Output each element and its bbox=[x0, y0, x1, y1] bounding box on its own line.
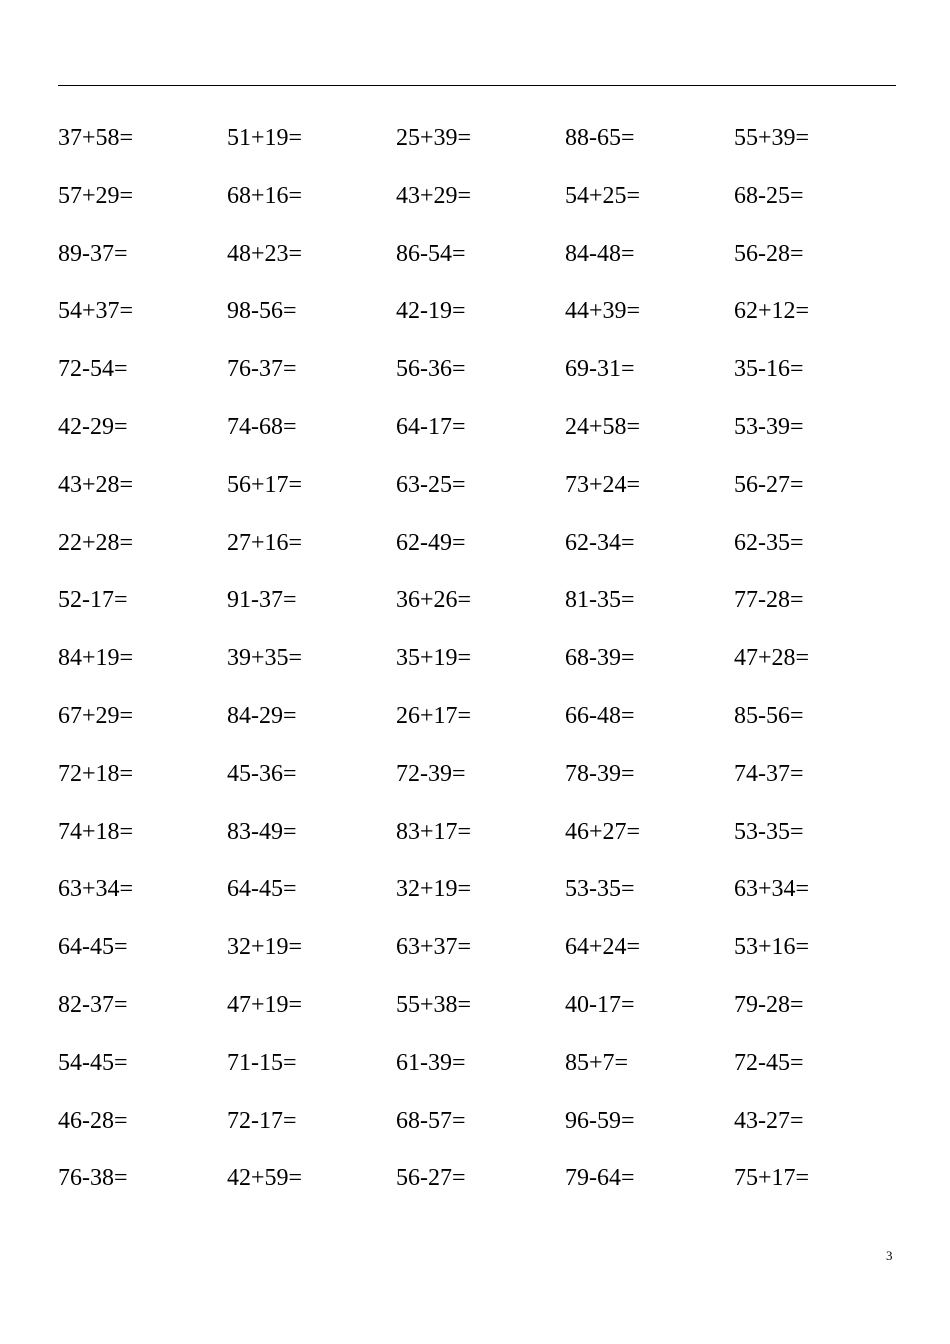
arithmetic-problem: 56-27= bbox=[734, 471, 804, 498]
arithmetic-problem: 43+29= bbox=[396, 182, 472, 209]
arithmetic-problem: 85+7= bbox=[565, 1049, 629, 1076]
arithmetic-problem: 89-37= bbox=[58, 240, 128, 267]
arithmetic-problem: 54-45= bbox=[58, 1049, 128, 1076]
problem-row bbox=[58, 754, 918, 812]
arithmetic-problem: 57+29= bbox=[58, 182, 134, 209]
arithmetic-problem: 76-37= bbox=[227, 356, 297, 383]
arithmetic-problem: 56-28= bbox=[734, 240, 804, 267]
arithmetic-problem: 85-56= bbox=[734, 702, 804, 729]
arithmetic-problem: 76-38= bbox=[58, 1165, 128, 1192]
arithmetic-problem: 35-16= bbox=[734, 356, 804, 383]
problem-row bbox=[58, 1043, 918, 1101]
arithmetic-problem: 47+28= bbox=[734, 645, 810, 672]
arithmetic-problem: 43+28= bbox=[58, 471, 134, 498]
arithmetic-problem: 64-45= bbox=[58, 934, 128, 961]
arithmetic-problem: 72-39= bbox=[396, 760, 466, 787]
arithmetic-problem: 91-37= bbox=[227, 587, 297, 614]
arithmetic-problem: 86-54= bbox=[396, 240, 466, 267]
arithmetic-problem: 63+37= bbox=[396, 934, 472, 961]
arithmetic-problem: 98-56= bbox=[227, 298, 297, 325]
arithmetic-problem: 32+19= bbox=[227, 934, 303, 961]
arithmetic-problem: 63-25= bbox=[396, 471, 466, 498]
problem-grid bbox=[58, 118, 918, 1216]
arithmetic-problem: 73+24= bbox=[565, 471, 641, 498]
problem-row bbox=[58, 927, 918, 985]
arithmetic-problem: 54+37= bbox=[58, 298, 134, 325]
arithmetic-problem: 53-35= bbox=[565, 876, 635, 903]
arithmetic-problem: 62-35= bbox=[734, 529, 804, 556]
arithmetic-problem: 62+12= bbox=[734, 298, 810, 325]
arithmetic-problem: 46+27= bbox=[565, 818, 641, 845]
arithmetic-problem: 62-34= bbox=[565, 529, 635, 556]
arithmetic-problem: 37+58= bbox=[58, 125, 134, 151]
problem-row bbox=[58, 696, 918, 754]
arithmetic-problem: 68-57= bbox=[396, 1107, 466, 1134]
arithmetic-problem: 74+18= bbox=[58, 818, 134, 845]
page-number: 3 bbox=[886, 1248, 893, 1263]
arithmetic-problem: 35+19= bbox=[396, 645, 472, 672]
arithmetic-problem: 81-35= bbox=[565, 587, 635, 614]
arithmetic-problem: 84-48= bbox=[565, 240, 635, 267]
problem-row bbox=[58, 291, 918, 349]
arithmetic-problem: 72-17= bbox=[227, 1107, 297, 1134]
arithmetic-problem: 96-59= bbox=[565, 1107, 635, 1134]
arithmetic-problem: 42+59= bbox=[227, 1165, 303, 1192]
arithmetic-problem: 68-39= bbox=[565, 645, 635, 672]
problem-row bbox=[58, 407, 918, 465]
arithmetic-problem: 62-49= bbox=[396, 529, 466, 556]
arithmetic-problem: 72-54= bbox=[58, 356, 128, 383]
arithmetic-problem: 83-49= bbox=[227, 818, 297, 845]
arithmetic-problem: 82-37= bbox=[58, 991, 128, 1018]
arithmetic-problem: 55+38= bbox=[396, 991, 472, 1018]
arithmetic-problem: 54+25= bbox=[565, 182, 641, 209]
arithmetic-problem: 27+16= bbox=[227, 529, 303, 556]
arithmetic-problem: 61-39= bbox=[396, 1049, 466, 1076]
arithmetic-problem: 66-48= bbox=[565, 702, 635, 729]
problem-row bbox=[58, 985, 918, 1043]
arithmetic-problem: 63+34= bbox=[58, 876, 134, 903]
arithmetic-problem: 84-29= bbox=[227, 702, 297, 729]
arithmetic-problem: 48+23= bbox=[227, 240, 303, 267]
arithmetic-problem: 68+16= bbox=[227, 182, 303, 209]
arithmetic-problem: 39+35= bbox=[227, 645, 303, 672]
arithmetic-problem: 67+29= bbox=[58, 702, 134, 729]
arithmetic-problem: 79-64= bbox=[565, 1165, 635, 1192]
arithmetic-problem: 46-28= bbox=[58, 1107, 128, 1134]
arithmetic-problem: 32+19= bbox=[396, 876, 472, 903]
problem-row bbox=[58, 1101, 918, 1159]
arithmetic-problem: 36+26= bbox=[396, 587, 472, 614]
arithmetic-problem: 40-17= bbox=[565, 991, 635, 1018]
problem-row bbox=[58, 349, 918, 407]
arithmetic-problem: 51+19= bbox=[227, 125, 303, 151]
arithmetic-problem: 78-39= bbox=[565, 760, 635, 787]
arithmetic-problem: 68-25= bbox=[734, 182, 804, 209]
arithmetic-problem: 24+58= bbox=[565, 413, 641, 440]
problem-row bbox=[58, 523, 918, 581]
problem-row bbox=[58, 812, 918, 870]
arithmetic-problem: 74-37= bbox=[734, 760, 804, 787]
arithmetic-problem: 79-28= bbox=[734, 991, 804, 1018]
arithmetic-problem: 56-27= bbox=[396, 1165, 466, 1192]
arithmetic-problem: 44+39= bbox=[565, 298, 641, 325]
arithmetic-problem: 69-31= bbox=[565, 356, 635, 383]
problem-row bbox=[58, 176, 918, 234]
arithmetic-problem: 83+17= bbox=[396, 818, 472, 845]
arithmetic-problem: 53-35= bbox=[734, 818, 804, 845]
problem-row bbox=[58, 580, 918, 638]
problem-row bbox=[58, 638, 918, 696]
arithmetic-problem: 63+34= bbox=[734, 876, 810, 903]
problem-row bbox=[58, 118, 918, 176]
arithmetic-problem: 64+24= bbox=[565, 934, 641, 961]
arithmetic-problem: 47+19= bbox=[227, 991, 303, 1018]
arithmetic-problem: 53-39= bbox=[734, 413, 804, 440]
arithmetic-problem: 43-27= bbox=[734, 1107, 804, 1134]
arithmetic-problem: 55+39= bbox=[734, 125, 810, 151]
problem-row bbox=[58, 234, 918, 292]
arithmetic-problem: 72-45= bbox=[734, 1049, 804, 1076]
arithmetic-problem: 42-29= bbox=[58, 413, 128, 440]
arithmetic-problem: 52-17= bbox=[58, 587, 128, 614]
problem-row bbox=[58, 1158, 918, 1216]
arithmetic-problem: 77-28= bbox=[734, 587, 804, 614]
arithmetic-problem: 53+16= bbox=[734, 934, 810, 961]
arithmetic-problem: 64-45= bbox=[227, 876, 297, 903]
arithmetic-problem: 45-36= bbox=[227, 760, 297, 787]
arithmetic-problem: 75+17= bbox=[734, 1165, 810, 1192]
arithmetic-problem: 74-68= bbox=[227, 413, 297, 440]
arithmetic-problem: 64-17= bbox=[396, 413, 466, 440]
arithmetic-problem: 88-65= bbox=[565, 125, 635, 151]
problem-row bbox=[58, 869, 918, 927]
arithmetic-problem: 84+19= bbox=[58, 645, 134, 672]
arithmetic-problem: 22+28= bbox=[58, 529, 134, 556]
arithmetic-problem: 71-15= bbox=[227, 1049, 297, 1076]
arithmetic-problem: 26+17= bbox=[396, 702, 472, 729]
arithmetic-problem: 56+17= bbox=[227, 471, 303, 498]
header-rule bbox=[58, 85, 896, 86]
arithmetic-problem: 42-19= bbox=[396, 298, 466, 325]
arithmetic-problem: 25+39= bbox=[396, 125, 472, 151]
arithmetic-problem: 56-36= bbox=[396, 356, 466, 383]
arithmetic-problem: 72+18= bbox=[58, 760, 134, 787]
problem-row bbox=[58, 465, 918, 523]
